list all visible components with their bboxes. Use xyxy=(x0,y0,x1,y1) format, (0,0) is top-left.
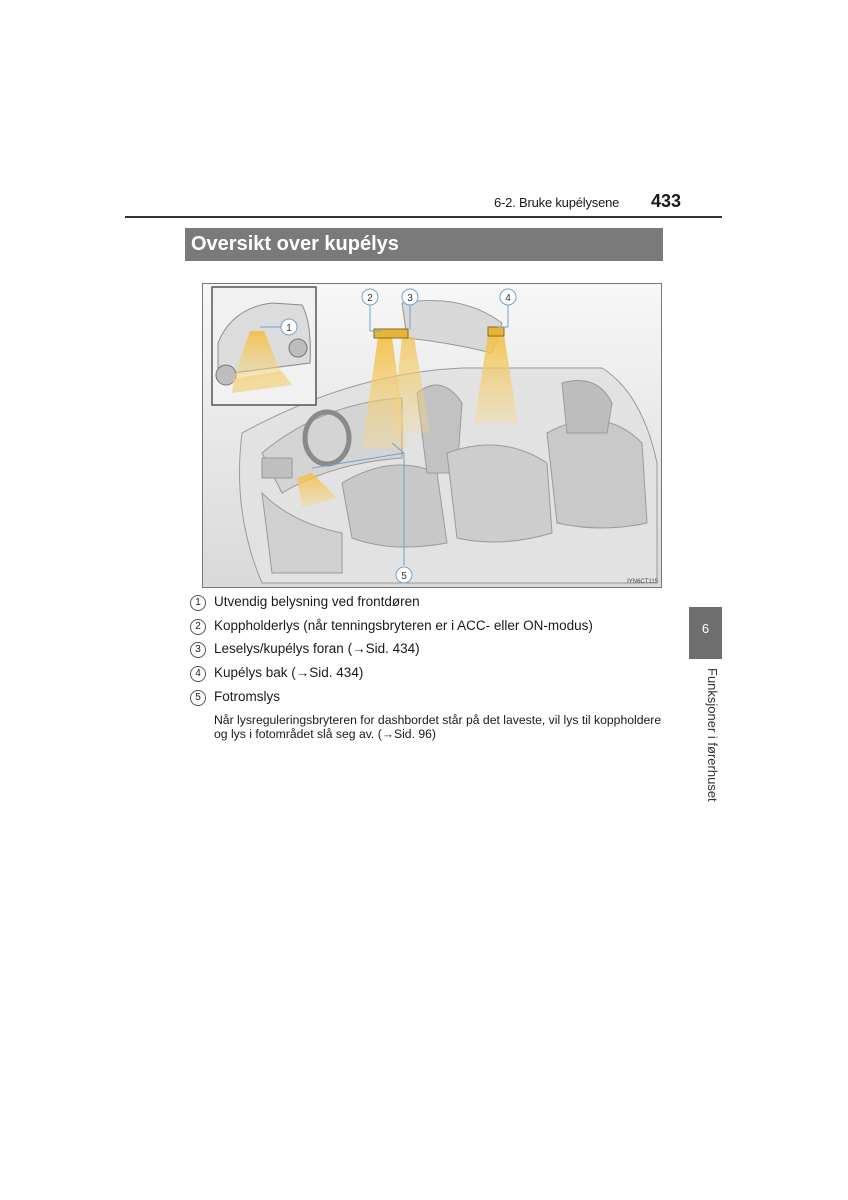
header-section-title: 6-2. Bruke kupélysene xyxy=(494,195,620,210)
item-number: 2 xyxy=(190,619,206,635)
item-text: Fotromslys xyxy=(214,689,281,704)
item-text: Koppholderlys (når tenningsbryteren er i ACC- eller ON-modus) xyxy=(214,618,593,633)
page-number: 433 xyxy=(651,191,682,211)
item-text: Leselys/kupélys foran (→Sid. 434) xyxy=(214,641,420,656)
figure-code: IYN6CT115 xyxy=(627,579,658,585)
exterior-door-inset xyxy=(212,287,316,405)
item-number: 3 xyxy=(190,642,206,658)
callout-2-label: 2 xyxy=(367,293,373,304)
callout-5-label: 5 xyxy=(401,571,407,582)
section-title: Oversikt over kupélys xyxy=(185,228,663,261)
chapter-label: Funksjoner i førerhuset xyxy=(705,668,720,802)
item-text: Utvendig belysning ved frontdøren xyxy=(214,594,420,609)
item-number: 1 xyxy=(190,595,206,611)
callout-5 xyxy=(396,567,412,583)
chapter-tab: 6 xyxy=(689,607,722,659)
footnote: Når lysreguleringsbryteren for dashbordet står på det laveste, vil lys til koppholdere og lys i fotområdet slå seg av. (→Sid. 96) xyxy=(214,713,662,741)
callout-3-label: 3 xyxy=(407,293,413,304)
item-text: Kupélys bak (→Sid. 434) xyxy=(214,665,364,680)
callout-3 xyxy=(402,289,418,305)
item-number: 4 xyxy=(190,666,206,682)
callout-1 xyxy=(281,319,297,335)
callout-1-label: 1 xyxy=(286,323,292,334)
callout-4-label: 4 xyxy=(505,293,511,304)
interior-lights-figure xyxy=(202,283,662,588)
item-number: 5 xyxy=(190,690,206,706)
lamp-front xyxy=(374,329,408,338)
lamp-rear xyxy=(488,327,504,336)
callout-2 xyxy=(362,289,378,305)
callout-4 xyxy=(500,289,516,305)
header-rule xyxy=(125,216,722,218)
